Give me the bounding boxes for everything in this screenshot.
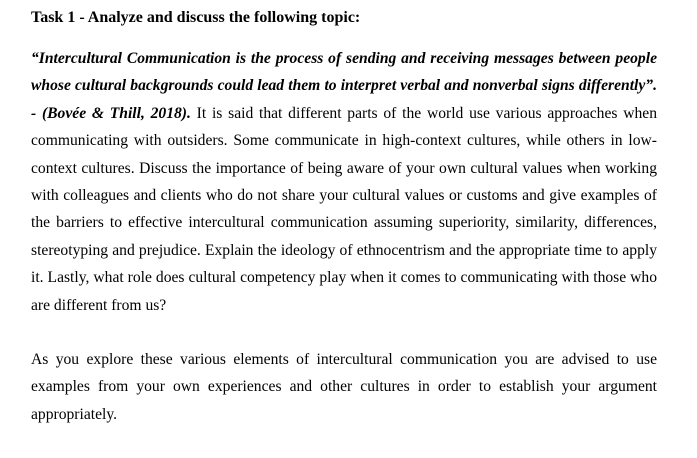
task-paragraph-2: As you explore these various elements of intercultural communication you are advised to use examples from your own experiences and other cultures in order to establish your argument appropriately. [31,351,657,423]
task-heading: Task 1 - Analyze and discuss the following topic: [31,9,361,26]
task-paragraph-1 [31,45,657,319]
quote-citation: “Intercultural Communication is the process of sending and receiving messages between people whose cultural backgrounds could lead them to interpret verbal and nonverbal signs differently”. - (Bovée & Thill, 2018). [31,50,657,122]
task-instructions-text: It is said that different parts of the world use various approaches when communicating with outsiders. Some communicate in high-context cultures, while others in low-context cultures. Discuss the importance of being aware of your own cultural values when working with colleagues and clients who do not share your cultural values or customs and give examples of the barriers to effective intercultural communication assuming superiority, similarity, differences, stereotyping and prejudice. Explain the ideology of ethnocentrism and the appropriate time to apply it. Lastly, what role does cultural competency play when it comes to communicating with those who are different from us? [31,104,657,314]
